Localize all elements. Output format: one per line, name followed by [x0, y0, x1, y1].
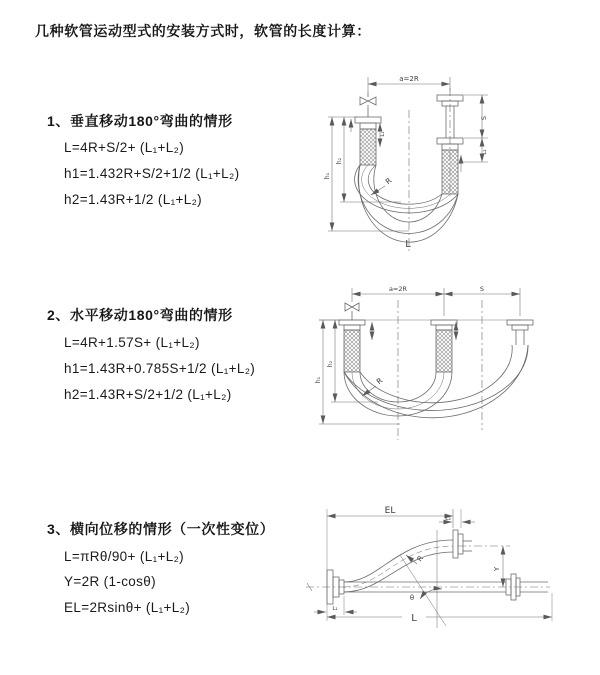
formula-s3-y: Y=2R (1-cosθ)	[64, 574, 156, 589]
dim-label-l1: L₁	[380, 131, 386, 137]
diagram-1-linework	[328, 77, 488, 252]
diagram-horizontal-180-bend	[308, 282, 600, 454]
dim-label-h2: h₂	[336, 157, 343, 165]
formula-s1-h2: h2=1.43R+1/2 (L₁+L₂)	[64, 192, 203, 207]
page-title: 几种软管运动型式的安装方式时，软管的长度计算：	[35, 23, 371, 39]
length-label: L	[411, 613, 417, 624]
dim-label-s: S	[479, 285, 485, 293]
radius-label: R	[415, 554, 426, 564]
diagram-lateral-displacement	[300, 500, 600, 650]
formula-s1-l: L=4R+S/2+ (L₁+L₂)	[64, 140, 185, 155]
section-3-heading: 3、横向位移的情形（一次性变位）	[47, 521, 275, 537]
formula-s2-l: L=4R+1.57S+ (L₁+L₂)	[64, 335, 200, 350]
dim-label-h2: h₂	[327, 360, 334, 368]
dim-label-h1: h₁	[324, 172, 331, 180]
length-label: L	[405, 239, 411, 250]
formula-s3-el: EL=2Rsinθ+ (L₁+L₂)	[64, 600, 191, 615]
formula-s2-h1: h1=1.43R+0.785S+1/2 (L₁+L₂)	[64, 361, 256, 376]
formula-s1-h1: h1=1.432R+S/2+1/2 (L₁+L₂)	[64, 166, 240, 181]
dim-label-s: S	[480, 115, 488, 121]
formula-s2-h2: h2=1.43R+S/2+1/2 (L₁+L₂)	[64, 387, 232, 402]
dim-label-l1: L₁	[332, 606, 338, 612]
radius-label: R	[383, 175, 394, 187]
diagram-vertical-180-bend	[313, 68, 598, 260]
radius-label: R	[374, 375, 385, 387]
valve-icon	[345, 303, 359, 311]
diagram-3-linework	[306, 509, 552, 628]
theta-label: θ	[409, 594, 415, 602]
dim-label-h1: h₁	[315, 376, 322, 384]
diagram-2-linework	[319, 288, 533, 440]
valve-icon	[360, 97, 376, 105]
section-1-heading: 1、垂直移动180°弯曲的情形	[47, 113, 233, 129]
dim-label-l2: L₂	[482, 149, 488, 155]
dim-label-l2: L₂	[445, 515, 451, 522]
dim-label-el: EL	[384, 506, 396, 516]
dim-label-a2r: a=2R	[388, 285, 408, 293]
formula-s3-l: L=πRθ/90+ (L₁+L₂)	[64, 549, 185, 564]
dim-label-y: Y	[493, 566, 501, 572]
section-2-heading: 2、水平移动180°弯曲的情形	[47, 307, 233, 323]
dim-label-a2r: a=2R	[399, 75, 419, 83]
